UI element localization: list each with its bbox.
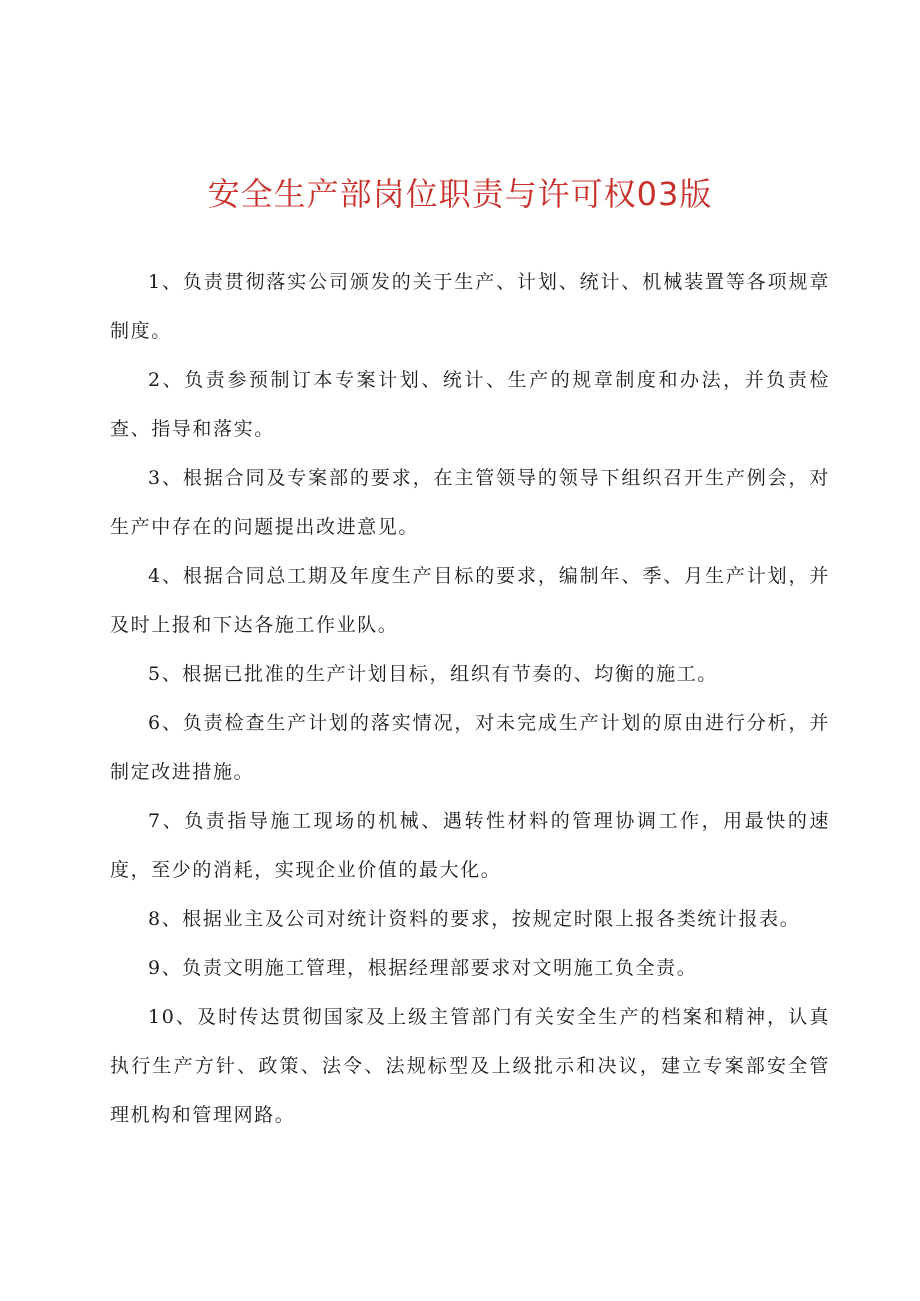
paragraph-8: 8、根据业主及公司对统计资料的要求，按规定时限上报各类统计报表。 xyxy=(148,908,801,930)
paragraph-6: 6、负责检查生产计划的落实情况，对未完成生产计划的原由进行分析，并制定改进措施。 xyxy=(110,712,830,783)
document-body xyxy=(110,258,830,1140)
paragraph-10: 10、及时传达贯彻国家及上级主管部门有关安全生产的档案和精神，认真执行生产方针、政策、法令、法规标型及上级批示和决议，建立专案部安全管理机构和管理网路。 xyxy=(110,1006,830,1126)
document-title: 安全生产部岗位职责与许可权03版 xyxy=(207,175,713,213)
paragraph-5: 5、根据已批准的生产计划目标，组织有节奏的、均衡的施工。 xyxy=(148,663,718,685)
paragraph-2: 2、负责参预制订本专案计划、统计、生产的规章制度和办法，并负责检查、指导和落实。 xyxy=(110,369,830,440)
paragraph-7: 7、负责指导施工现场的机械、遇转性材料的管理协调工作，用最快的速度，至少的消耗，实现企业价值的最大化。 xyxy=(110,810,830,881)
paragraph-3: 3、根据合同及专案部的要求，在主管领导的领导下组织召开生产例会，对生产中存在的问题提出改进意见。 xyxy=(110,467,830,538)
paragraph-9: 9、负责文明施工管理，根据经理部要求对文明施工负全责。 xyxy=(148,957,698,979)
paragraph-1: 1、负责贯彻落实公司颁发的关于生产、计划、统计、机械装置等各项规章制度。 xyxy=(110,271,830,342)
paragraph-4: 4、根据合同总工期及年度生产目标的要求，编制年、季、月生产计划，并及时上报和下达各施工作业队。 xyxy=(110,565,830,636)
